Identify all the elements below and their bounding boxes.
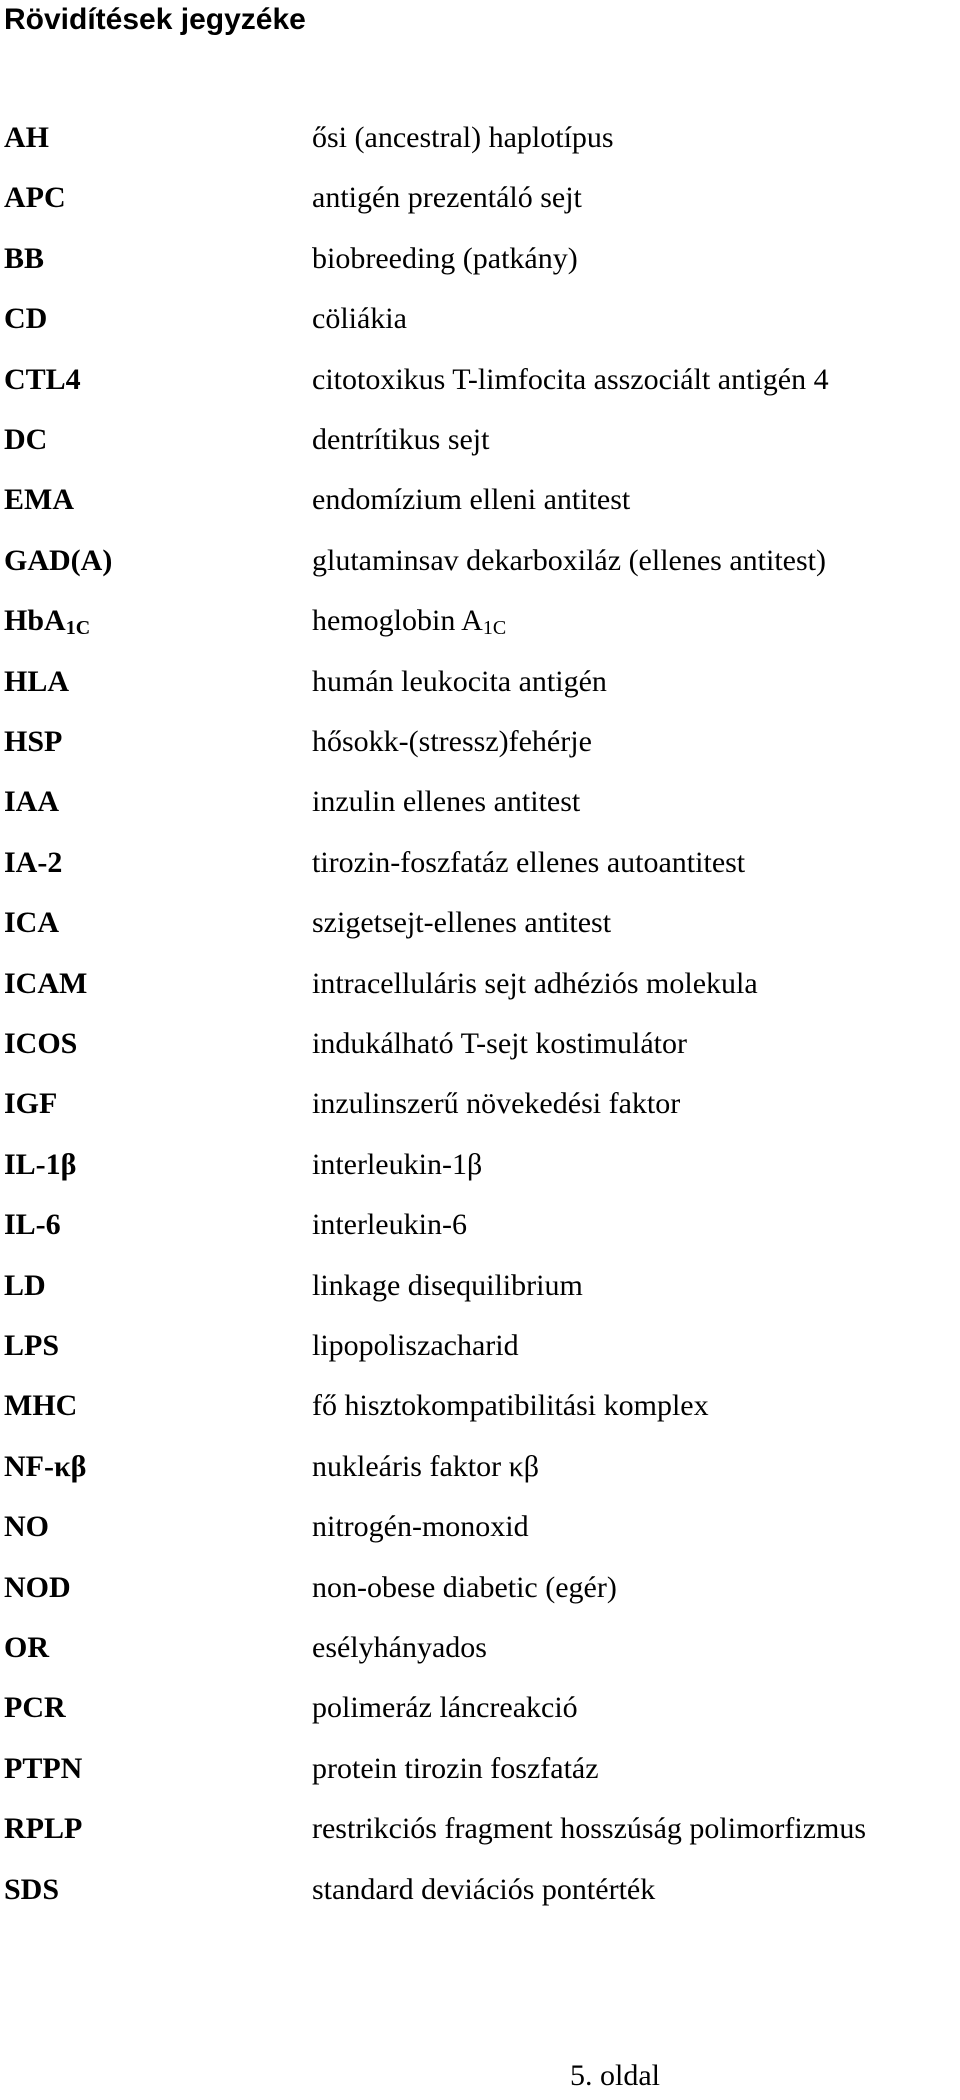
abbreviation-term: [4, 1022, 77, 1066]
abbreviation-definition: [312, 780, 580, 824]
abbreviation-definition: [312, 237, 578, 281]
abbreviation-term-text: ICAM: [4, 966, 88, 1000]
abbreviation-term: [4, 780, 59, 824]
abbreviation-term-text: RPLP: [4, 1812, 83, 1846]
abbreviation-definition-subscript: 1C: [482, 617, 507, 640]
abbreviation-definition: [312, 720, 592, 764]
page-title: Rövidítések jegyzéke: [4, 3, 306, 36]
abbreviation-definition-text: esélyhányados: [312, 1631, 487, 1664]
abbreviation-term-text: IL-6: [4, 1208, 61, 1242]
abbreviation-definition-text: linkage disequilibrium: [312, 1268, 583, 1302]
abbreviation-definition-text: tirozin-foszfatáz ellenes autoantitest: [312, 845, 746, 879]
abbreviation-term-text: PCR: [4, 1691, 66, 1725]
abbreviation-row: [0, 297, 960, 341]
abbreviation-term: [4, 599, 90, 643]
abbreviation-definition: [312, 1868, 655, 1912]
abbreviation-term-text: GAD(A): [4, 543, 113, 577]
abbreviation-term: [4, 237, 44, 281]
abbreviation-definition: [312, 1445, 539, 1489]
abbreviation-row: [0, 358, 960, 402]
abbreviation-term-text: IL-1β: [4, 1147, 77, 1181]
abbreviation-definition-text: dentrítikus sejt: [312, 423, 490, 456]
abbreviation-row: [0, 1626, 960, 1670]
abbreviation-definition: [312, 1143, 482, 1187]
abbreviation-definition: [312, 1505, 529, 1549]
abbreviation-term-text: IGF: [4, 1087, 58, 1121]
abbreviation-definition-text: interleukin-6: [312, 1208, 467, 1242]
abbreviation-term-text: HbA: [4, 604, 66, 638]
abbreviation-definition-text: biobreeding (patkány): [312, 241, 578, 275]
abbreviation-definition-text: lipopoliszacharid: [312, 1329, 519, 1362]
abbreviation-term-text: NF-κβ: [4, 1449, 87, 1483]
abbreviation-row: [0, 599, 960, 643]
abbreviation-definition-text: antigén prezentáló sejt: [312, 181, 582, 215]
abbreviation-row: [0, 660, 960, 704]
abbreviation-term: [4, 1807, 82, 1851]
abbreviation-term: [4, 1384, 77, 1428]
abbreviation-definition: [312, 901, 611, 945]
abbreviation-definition: [312, 1022, 687, 1066]
abbreviation-row: [0, 539, 960, 583]
abbreviation-term-text: MHC: [4, 1389, 78, 1423]
abbreviation-definition-text: standard deviációs pontérték: [312, 1872, 656, 1906]
abbreviation-term-text: ICOS: [4, 1027, 78, 1060]
abbreviation-definition: [312, 1626, 487, 1670]
abbreviation-row: [0, 1868, 960, 1912]
abbreviation-definition-text: cöliákia: [312, 302, 407, 336]
abbreviation-term-text: DC: [4, 423, 48, 456]
abbreviation-row: [0, 1505, 960, 1549]
abbreviation-definition-text: humán leukocita antigén: [312, 664, 607, 698]
abbreviation-definition: [312, 1264, 583, 1308]
abbreviation-definition-text: inzulin ellenes antitest: [312, 785, 581, 819]
abbreviation-term-text: AH: [4, 121, 49, 154]
abbreviation-definition: [312, 1384, 709, 1428]
abbreviation-row: [0, 901, 960, 945]
abbreviation-row: [0, 1686, 960, 1730]
abbreviation-row: [0, 1566, 960, 1610]
abbreviation-row: [0, 720, 960, 764]
abbreviation-definition-text: inzulinszerű növekedési faktor: [312, 1087, 681, 1121]
abbreviation-definition: [312, 1082, 680, 1126]
abbreviation-term: [4, 297, 47, 341]
abbreviation-definition: [312, 660, 607, 704]
abbreviation-term-text: HLA: [4, 664, 70, 698]
abbreviation-term: [4, 1686, 66, 1730]
abbreviation-row: [0, 176, 960, 220]
abbreviation-definition-text: fő hisztokompatibilitási komplex: [312, 1389, 709, 1423]
abbreviation-definition: [312, 1324, 519, 1368]
abbreviation-definition: [312, 841, 745, 885]
abbreviation-term-text: EMA: [4, 483, 74, 517]
abbreviation-term: [4, 1566, 71, 1610]
abbreviation-definition-text: protein tirozin foszfatáz: [312, 1751, 599, 1785]
abbreviation-definition-text: endomízium elleni antitest: [312, 483, 631, 517]
abbreviation-term: [4, 1626, 49, 1670]
abbreviation-term: [4, 962, 87, 1006]
abbreviation-definition: [312, 478, 630, 522]
abbreviation-definition-text: glutaminsav dekarboxiláz (ellenes antitest): [312, 543, 826, 577]
abbreviation-definition-text: hemoglobin A: [312, 604, 483, 638]
abbreviation-row: [0, 1324, 960, 1368]
abbreviation-term: [4, 1868, 59, 1912]
abbreviation-definition-text: ősi (ancestral) haplotípus: [312, 121, 614, 154]
abbreviation-term-text: PTPN: [4, 1751, 83, 1785]
abbreviation-term: [4, 358, 81, 402]
abbreviation-definition: [312, 176, 582, 220]
abbreviation-definition: [312, 1747, 599, 1791]
abbreviation-definition-text: hősokk-(stressz)fehérje: [312, 725, 592, 758]
abbreviation-term: [4, 720, 62, 764]
abbreviation-term: [4, 1203, 61, 1247]
abbreviation-definition-text: polimeráz láncreakció: [312, 1691, 578, 1725]
abbreviation-definition: [312, 1807, 866, 1851]
abbreviation-term: [4, 901, 59, 945]
abbreviation-term: [4, 841, 62, 885]
abbreviation-definition-text: szigetsejt-ellenes antitest: [312, 906, 612, 940]
abbreviation-definition: [312, 418, 489, 462]
abbreviation-term: [4, 1143, 76, 1187]
abbreviation-term: [4, 418, 47, 462]
abbreviation-definition: [312, 297, 407, 341]
abbreviation-definition-text: interleukin-1β: [312, 1147, 483, 1181]
abbreviation-definition: [312, 539, 826, 583]
abbreviation-term-text: CD: [4, 302, 48, 336]
abbreviation-term: [4, 1324, 59, 1368]
abbreviation-definition-text: citotoxikus T-limfocita asszociált antigén 4: [312, 362, 829, 396]
abbreviation-row: [0, 1264, 960, 1308]
abbreviation-row: [0, 1807, 960, 1851]
abbreviation-definition: [312, 358, 829, 402]
abbreviation-row: [0, 478, 960, 522]
abbreviation-term-text: LD: [4, 1268, 46, 1302]
abbreviation-definition: [312, 962, 758, 1006]
abbreviation-definition-text: non-obese diabetic (egér): [312, 1570, 617, 1604]
abbreviation-term: [4, 1445, 86, 1489]
abbreviation-definition-text: nitrogén-monoxid: [312, 1510, 529, 1544]
abbreviation-term: [4, 478, 74, 522]
abbreviation-row: [0, 1747, 960, 1791]
abbreviation-definition: [312, 1203, 467, 1247]
abbreviation-term: [4, 539, 112, 583]
abbreviation-term-text: IA-2: [4, 845, 63, 879]
abbreviation-term: [4, 1505, 49, 1549]
abbreviation-definition: [312, 116, 614, 160]
abbreviation-term-text: NO: [4, 1510, 49, 1544]
abbreviation-term-text: BB: [4, 241, 45, 275]
abbreviation-term-text: ICA: [4, 906, 60, 940]
abbreviation-definition-text: intracelluláris sejt adhéziós molekula: [312, 966, 758, 1000]
abbreviation-row: [0, 780, 960, 824]
abbreviation-term-text: IAA: [4, 785, 60, 819]
abbreviation-definition-text: indukálható T-sejt kostimulátor: [312, 1027, 687, 1060]
abbreviation-definition-text: restrikciós fragment hosszúság polimorfizmus: [312, 1812, 867, 1846]
abbreviation-row: [0, 1384, 960, 1428]
abbreviation-definition-text: nukleáris faktor κβ: [312, 1449, 539, 1483]
abbreviation-definition: [312, 1686, 578, 1730]
abbreviation-term-text: HSP: [4, 725, 63, 758]
abbreviation-row: [0, 418, 960, 462]
abbreviation-row: [0, 116, 960, 160]
abbreviation-term-text: OR: [4, 1631, 49, 1664]
abbreviation-row: [0, 237, 960, 281]
abbreviation-definition: [312, 599, 506, 643]
abbreviation-term: [4, 116, 49, 160]
abbreviation-term-text: SDS: [4, 1872, 60, 1906]
abbreviation-term: [4, 1747, 82, 1791]
page-number: 5. oldal: [570, 2059, 660, 2092]
abbreviation-term: [4, 1082, 57, 1126]
abbreviation-term-text: LPS: [4, 1329, 60, 1362]
abbreviation-term-text: CTL4: [4, 362, 81, 396]
abbreviation-row: [0, 841, 960, 885]
abbreviation-term: [4, 1264, 46, 1308]
abbreviation-term-text: NOD: [4, 1570, 71, 1604]
abbreviation-definition: [312, 1566, 617, 1610]
abbreviation-row: [0, 1022, 960, 1066]
abbreviation-term: [4, 660, 69, 704]
abbreviation-term-text: APC: [4, 181, 66, 215]
abbreviation-term: [4, 176, 66, 220]
abbreviation-row: [0, 962, 960, 1006]
abbreviation-term-subscript: 1C: [65, 617, 91, 640]
abbreviation-row: [0, 1082, 960, 1126]
abbreviation-row: [0, 1203, 960, 1247]
abbreviation-row: [0, 1445, 960, 1489]
abbreviation-row: [0, 1143, 960, 1187]
